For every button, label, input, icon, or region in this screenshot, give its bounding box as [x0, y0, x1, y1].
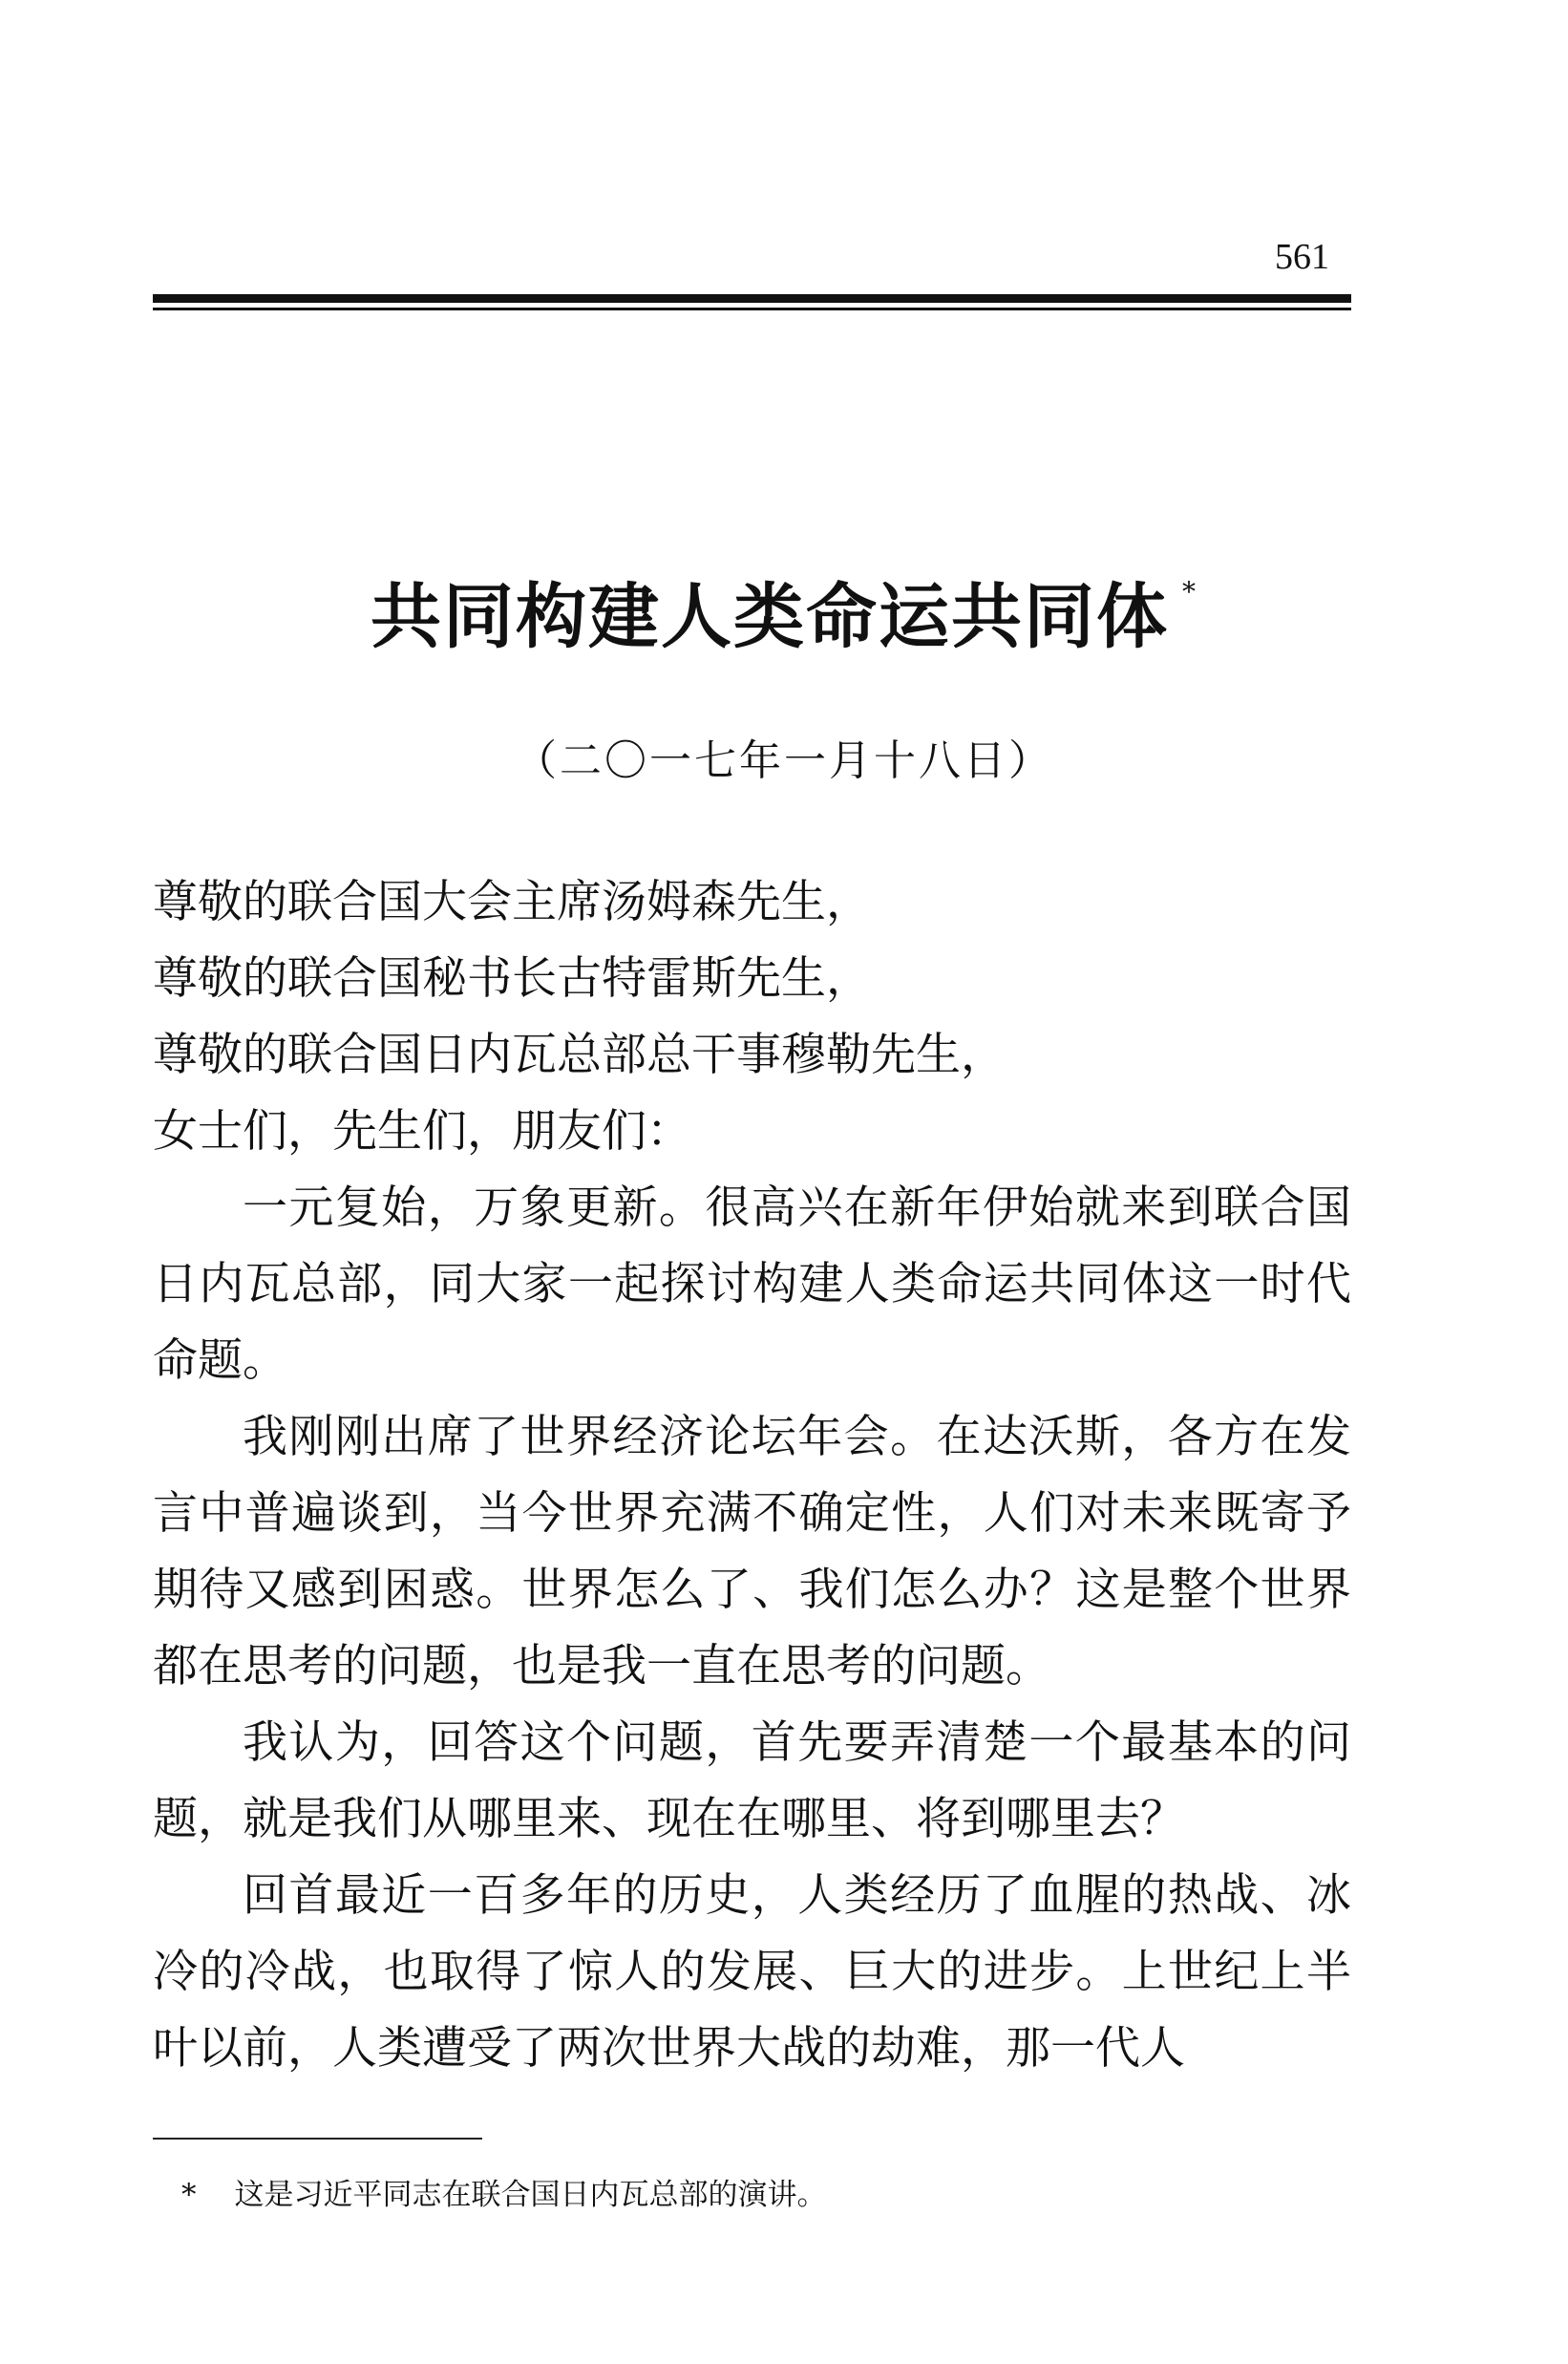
- body-paragraph: 我刚刚出席了世界经济论坛年会。在达沃斯，各方在发言中普遍谈到，当今世界充满不确定性，人们对未来既寄予期待又感到困惑。世界怎么了、我们怎么办？这是整个世界都在思考的问题，也是我一直在思考的问题。: [153, 1411, 1351, 1693]
- header-rule-thick: [153, 294, 1351, 303]
- article-date: （二〇一七年一月十八日）: [515, 736, 1053, 785]
- title-text: 共同构建人类命运共同体: [371, 576, 1169, 658]
- article-body: [153, 864, 1351, 2087]
- salutation-line: 尊敬的联合国日内瓦总部总干事穆勒先生，: [153, 1029, 1006, 1081]
- salutation-line: 尊敬的联合国秘书长古特雷斯先生，: [153, 952, 871, 1005]
- title-footnote-mark: *: [1182, 576, 1197, 607]
- body-paragraph: 我认为，回答这个问题，首先要弄清楚一个最基本的问题，就是我们从哪里来、现在在哪里、将到哪里去？: [153, 1716, 1351, 1845]
- footnote: [181, 2176, 827, 2214]
- body-paragraph: 回首最近一百多年的历史，人类经历了血腥的热战、冰冷的冷战，也取得了惊人的发展、巨大的进步。上世纪上半叶以前，人类遭受了两次世界大战的劫难，那一代人: [153, 1869, 1351, 2075]
- article-title: [0, 578, 1568, 656]
- body-paragraphs: [153, 1170, 1351, 2087]
- header-rule-thin: [153, 308, 1351, 310]
- body-paragraph: 一元复始，万象更新。很高兴在新年伊始就来到联合国日内瓦总部，同大家一起探讨构建人类命运共同体这一时代命题。: [153, 1182, 1351, 1387]
- salutation-line: 尊敬的联合国大会主席汤姆森先生，: [153, 876, 871, 928]
- footnote-rule: [153, 2138, 482, 2140]
- page-number: 561: [1275, 237, 1329, 277]
- footnote-text: 这是习近平同志在联合国日内瓦总部的演讲。: [234, 2178, 827, 2212]
- salutation-line: 女士们，先生们，朋友们：: [153, 1105, 691, 1158]
- footnote-mark: *: [181, 2178, 197, 2212]
